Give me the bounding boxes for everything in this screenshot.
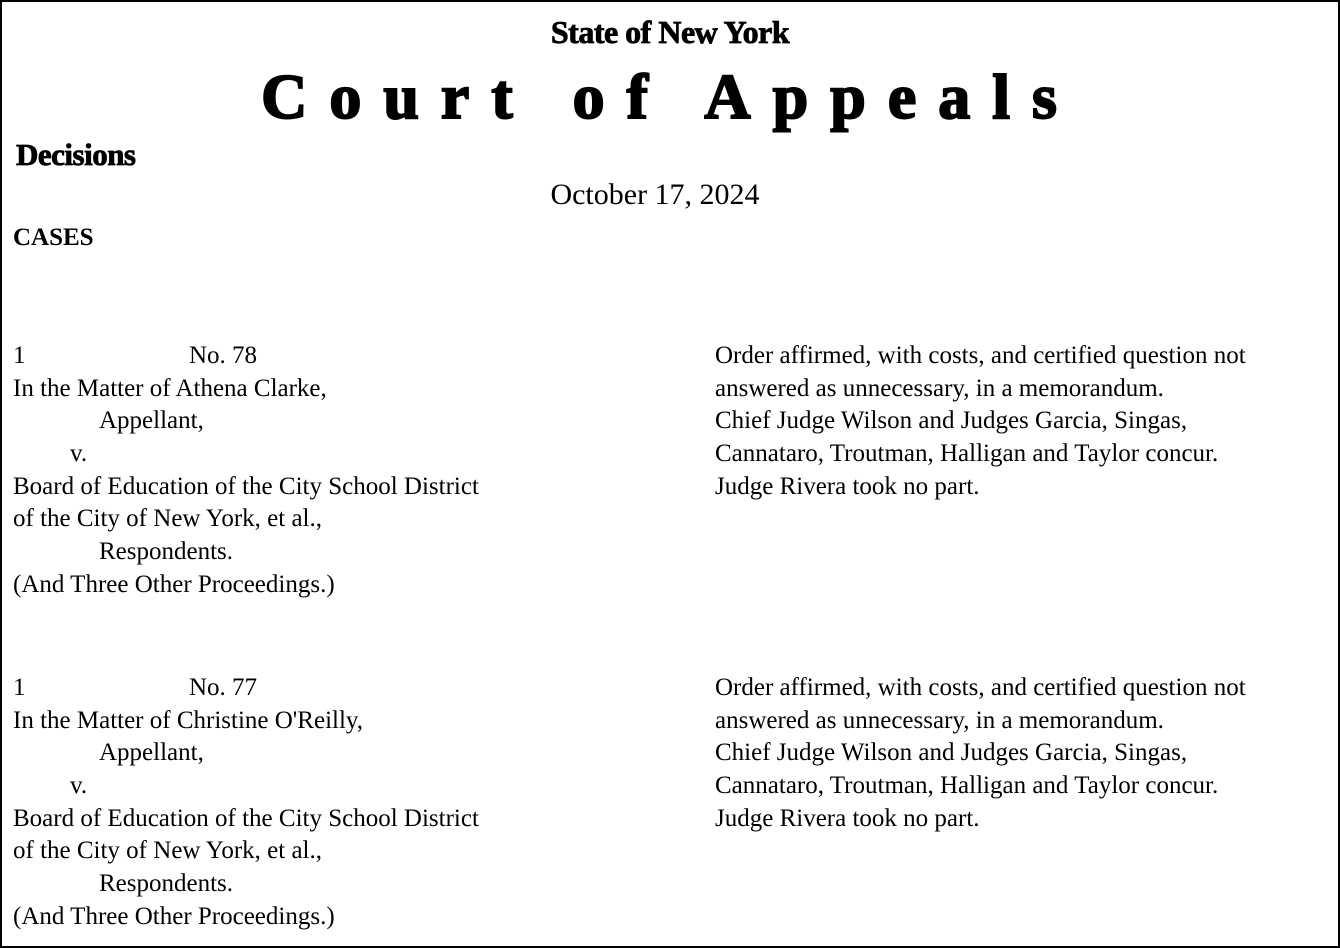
case-number: No. 77: [189, 674, 258, 701]
case-number: No. 78: [189, 342, 258, 369]
case-sequence: 1: [13, 674, 26, 701]
disposition-line: Order affirmed, with costs, and certified question not: [715, 674, 1246, 701]
other-proceedings: (And Three Other Proceedings.): [13, 570, 335, 598]
respondent-line-2: of the City of New York, et al.,: [13, 837, 322, 865]
disposition-line: answered as unnecessary, in a memorandum.: [715, 374, 1164, 402]
petitioner-role: Appellant,: [99, 407, 204, 435]
section-title: Decisions: [16, 137, 136, 172]
versus: v.: [70, 772, 88, 800]
disposition-line: Chief Judge Wilson and Judges Garcia, Singas,: [715, 739, 1188, 767]
respondent-line-1: Board of Education of the City School District: [13, 472, 479, 500]
case-caption: [13, 672, 479, 934]
state-title: State of New York: [550, 14, 790, 50]
case-caption-title: In the Matter of Christine O'Reilly,: [13, 706, 364, 734]
respondent-line-1: Board of Education of the City School District: [13, 804, 479, 832]
cases-heading: CASES: [13, 224, 94, 251]
case-number-line: [13, 340, 479, 373]
respondent-line-2: of the City of New York, et al.,: [13, 505, 322, 533]
disposition-line: answered as unnecessary, in a memorandum.: [715, 706, 1164, 734]
disposition-line: Judge Rivera took no part.: [715, 804, 980, 832]
decision-date: October 17, 2024: [550, 178, 760, 211]
court-title: Court of Appeals: [261, 61, 1079, 132]
respondent-role: Respondents.: [99, 870, 234, 898]
respondent-role: Respondents.: [99, 538, 234, 566]
petitioner-role: Appellant,: [99, 739, 204, 767]
case-caption-title: In the Matter of Athena Clarke,: [13, 374, 327, 402]
case-caption: [13, 340, 479, 602]
other-proceedings: (And Three Other Proceedings.): [13, 902, 335, 930]
case-disposition: [715, 672, 1246, 835]
disposition-line: Order affirmed, with costs, and certified question not: [715, 342, 1246, 369]
disposition-line: Judge Rivera took no part.: [715, 472, 980, 500]
disposition-line: Cannataro, Troutman, Halligan and Taylor concur.: [715, 440, 1219, 468]
disposition-line: Chief Judge Wilson and Judges Garcia, Singas,: [715, 407, 1188, 435]
case-number-line: [13, 672, 479, 705]
disposition-line: Cannataro, Troutman, Halligan and Taylor concur.: [715, 772, 1219, 800]
case-disposition: [715, 340, 1246, 503]
case-sequence: 1: [13, 342, 26, 369]
versus: v.: [70, 440, 88, 468]
